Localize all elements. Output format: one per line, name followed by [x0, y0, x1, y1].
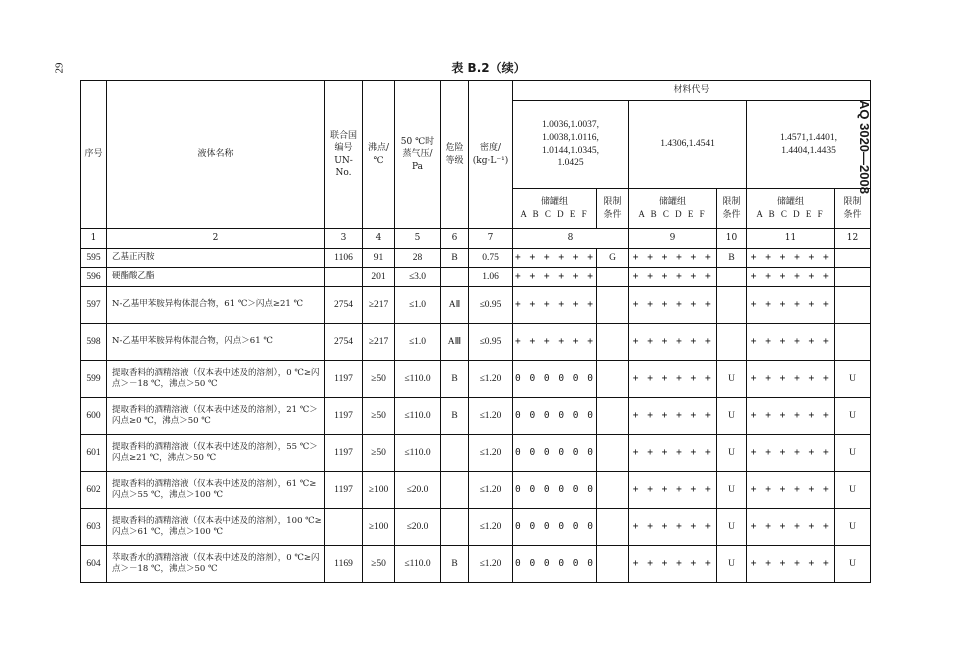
header-un-no-line1: 联合国编号: [329, 131, 357, 154]
row-restriction-2: U: [717, 509, 747, 546]
standard-code: AQ 3020—2008: [857, 100, 872, 194]
row-un-no: 1197: [325, 472, 363, 509]
col-num: 4: [363, 229, 395, 249]
row-seq: 595: [81, 249, 107, 268]
col-num: 7: [469, 229, 513, 249]
row-liquid-name: 萃取香水的酒精溶液（仅本表中述及的溶剂），0 ℃≥闪点＞－18 ℃，沸点＞50 ℃: [107, 546, 325, 583]
row-hazard-class: [441, 509, 469, 546]
row-density: ≤1.20: [469, 546, 513, 583]
row-hazard-class: [441, 268, 469, 287]
row-tank-group-1: 0 0 0 0 0 0: [513, 472, 597, 509]
row-tank-group-2: + + + + + +: [629, 361, 717, 398]
row-tank-group-3: + + + + + +: [747, 268, 835, 287]
header-restriction-3: [835, 189, 871, 229]
col-num: 6: [441, 229, 469, 249]
row-hazard-class: B: [441, 361, 469, 398]
row-restriction-1: [597, 472, 629, 509]
row-vapor-pressure: 28: [395, 249, 441, 268]
row-restriction-1: G: [597, 249, 629, 268]
row-density: ≤0.95: [469, 287, 513, 324]
row-density: ≤1.20: [469, 509, 513, 546]
header-bp-line2: ℃: [373, 155, 384, 166]
table-title: 表 B.2（续）: [451, 61, 526, 75]
restrict-line2: 条件: [843, 209, 862, 220]
row-restriction-2: U: [717, 472, 747, 509]
row-restriction-3: [835, 287, 871, 324]
page-number: 29: [53, 62, 66, 74]
row-tank-group-2: + + + + + +: [629, 324, 717, 361]
row-seq: 600: [81, 398, 107, 435]
row-tank-group-2: + + + + + +: [629, 546, 717, 583]
row-restriction-3: U: [835, 546, 871, 583]
row-vapor-pressure: ≤20.0: [395, 472, 441, 509]
row-un-no: 1197: [325, 435, 363, 472]
row-seq: 597: [81, 287, 107, 324]
col-num: 9: [629, 229, 717, 249]
row-restriction-1: [597, 361, 629, 398]
row-liquid-name: 提取香料的酒精溶液（仅本表中述及的溶剂），61 ℃≥闪点＞55 ℃，沸点＞100 ℃: [107, 472, 325, 509]
row-vapor-pressure: ≤1.0: [395, 324, 441, 361]
header-material-group-3: [747, 101, 871, 189]
col-num: 8: [513, 229, 629, 249]
header-density: [469, 81, 513, 229]
mat1-line1: 1.0036,1.0037,: [542, 119, 599, 130]
header-vapor-pressure: [395, 81, 441, 229]
row-hazard-class: B: [441, 546, 469, 583]
table-row: [81, 249, 871, 268]
row-seq: 596: [81, 268, 107, 287]
header-material-group-2: 1.4306,1.4541: [629, 101, 747, 189]
row-vapor-pressure: ≤110.0: [395, 435, 441, 472]
tank-letters: A B C D E F: [520, 209, 589, 219]
row-vapor-pressure: ≤110.0: [395, 398, 441, 435]
header-restriction-2: [717, 189, 747, 229]
row-density: ≤1.20: [469, 472, 513, 509]
row-tank-group-2: + + + + + +: [629, 509, 717, 546]
col-num: 10: [717, 229, 747, 249]
table-row: [81, 268, 871, 287]
row-tank-group-1: + + + + + +: [513, 268, 597, 287]
col-num: 2: [107, 229, 325, 249]
header-un-no: [325, 81, 363, 229]
row-boiling-point: ≥50: [363, 361, 395, 398]
col-num: 3: [325, 229, 363, 249]
header-material-code: 材料代号: [513, 81, 871, 101]
row-un-no: 1197: [325, 398, 363, 435]
header-material-group-1: [513, 101, 629, 189]
row-vapor-pressure: ≤1.0: [395, 287, 441, 324]
row-vapor-pressure: ≤110.0: [395, 361, 441, 398]
row-restriction-3: [835, 324, 871, 361]
row-un-no: [325, 268, 363, 287]
row-boiling-point: 91: [363, 249, 395, 268]
row-density: 0.75: [469, 249, 513, 268]
row-tank-group-1: 0 0 0 0 0 0: [513, 546, 597, 583]
row-density: 1.06: [469, 268, 513, 287]
row-boiling-point: ≥50: [363, 435, 395, 472]
row-density: ≤1.20: [469, 398, 513, 435]
row-liquid-name: N-乙基甲苯胺异构体混合物，61 ℃＞闪点≥21 ℃: [107, 287, 325, 324]
restrict-line1: 限制: [722, 197, 741, 208]
row-tank-group-2: + + + + + +: [629, 268, 717, 287]
mat1-line3: 1.0144,1.0345,: [542, 145, 599, 156]
row-tank-group-3: + + + + + +: [747, 472, 835, 509]
row-tank-group-3: + + + + + +: [747, 546, 835, 583]
row-restriction-1: [597, 324, 629, 361]
row-tank-group-2: + + + + + +: [629, 249, 717, 268]
table-row: [81, 361, 871, 398]
row-hazard-class: [441, 472, 469, 509]
row-restriction-1: [597, 398, 629, 435]
row-restriction-2: B: [717, 249, 747, 268]
column-number-row: [81, 229, 871, 249]
row-tank-group-3: + + + + + +: [747, 435, 835, 472]
row-restriction-3: U: [835, 361, 871, 398]
row-un-no: 1197: [325, 361, 363, 398]
row-restriction-3: U: [835, 472, 871, 509]
row-tank-group-3: + + + + + +: [747, 509, 835, 546]
mat3-line2: 1.4404,1.4435: [781, 145, 836, 156]
table-row: [81, 398, 871, 435]
header-vp-line3: Pa: [411, 161, 424, 172]
row-restriction-3: U: [835, 509, 871, 546]
row-boiling-point: ≥50: [363, 546, 395, 583]
tank-group-label: 储罐组: [540, 196, 568, 207]
row-liquid-name: 提取香料的酒精溶液（仅本表中述及的溶剂），0 ℃≥闪点＞－18 ℃，沸点＞50 ℃: [107, 361, 325, 398]
col-num: 5: [395, 229, 441, 249]
header-hazard-line2: 等级: [445, 155, 464, 166]
tank-letters: A B C D E F: [638, 209, 707, 219]
row-tank-group-3: + + + + + +: [747, 361, 835, 398]
tank-group-label: 储罐组: [776, 196, 804, 207]
row-vapor-pressure: ≤110.0: [395, 546, 441, 583]
header-density-line1: 密度/: [479, 143, 502, 154]
row-boiling-point: ≥217: [363, 324, 395, 361]
table-row: [81, 472, 871, 509]
col-num: 11: [747, 229, 835, 249]
row-tank-group-1: 0 0 0 0 0 0: [513, 398, 597, 435]
row-hazard-class: B: [441, 398, 469, 435]
header-tank-group-2: [629, 189, 717, 229]
tank-group-label: 储罐组: [658, 196, 686, 207]
row-seq: 599: [81, 361, 107, 398]
header-restriction-1: [597, 189, 629, 229]
row-tank-group-3: + + + + + +: [747, 398, 835, 435]
row-hazard-class: AⅡ: [441, 287, 469, 324]
row-restriction-1: [597, 509, 629, 546]
row-seq: 601: [81, 435, 107, 472]
row-restriction-2: [717, 268, 747, 287]
header-liquid-name: 液体名称: [107, 81, 325, 229]
row-tank-group-2: + + + + + +: [629, 287, 717, 324]
row-restriction-2: [717, 324, 747, 361]
header-vp-line1: 50 ℃时: [400, 137, 435, 148]
row-boiling-point: 201: [363, 268, 395, 287]
header-boiling-point: [363, 81, 395, 229]
table-row: [81, 324, 871, 361]
row-un-no: 2754: [325, 324, 363, 361]
row-liquid-name: N-乙基甲苯胺异构体混合物，闪点＞61 ℃: [107, 324, 325, 361]
row-tank-group-1: 0 0 0 0 0 0: [513, 435, 597, 472]
restrict-line1: 限制: [603, 197, 622, 208]
row-restriction-2: [717, 287, 747, 324]
row-hazard-class: [441, 435, 469, 472]
row-tank-group-3: + + + + + +: [747, 249, 835, 268]
row-liquid-name: 提取香料的酒精溶液（仅本表中述及的溶剂），55 ℃＞闪点≥21 ℃，沸点＞50 ℃: [107, 435, 325, 472]
row-liquid-name: 硬酯酸乙酯: [107, 268, 325, 287]
row-restriction-2: U: [717, 398, 747, 435]
restrict-line2: 条件: [603, 209, 622, 220]
restrict-line1: 限制: [843, 197, 862, 208]
row-un-no: 1106: [325, 249, 363, 268]
header-vp-line2: 蒸气压/: [402, 149, 433, 160]
row-restriction-1: [597, 268, 629, 287]
header-bp-line1: 沸点/: [367, 143, 390, 154]
header-tank-group-3: [747, 189, 835, 229]
row-density: ≤1.20: [469, 435, 513, 472]
row-seq: 604: [81, 546, 107, 583]
row-boiling-point: ≥217: [363, 287, 395, 324]
header-hazard-class: [441, 81, 469, 229]
row-boiling-point: ≥100: [363, 509, 395, 546]
row-boiling-point: ≥50: [363, 398, 395, 435]
col-num: 12: [835, 229, 871, 249]
row-restriction-2: U: [717, 361, 747, 398]
row-restriction-3: [835, 249, 871, 268]
table-row: [81, 509, 871, 546]
header-un-no-line2: UN-No.: [334, 155, 353, 178]
row-vapor-pressure: ≤20.0: [395, 509, 441, 546]
row-tank-group-1: 0 0 0 0 0 0: [513, 509, 597, 546]
chemical-table: [80, 80, 871, 583]
row-density: ≤1.20: [469, 361, 513, 398]
mat1-line2: 1.0038,1.0116,: [542, 132, 599, 143]
row-restriction-2: U: [717, 435, 747, 472]
row-boiling-point: ≥100: [363, 472, 395, 509]
row-un-no: 1169: [325, 546, 363, 583]
row-tank-group-2: + + + + + +: [629, 435, 717, 472]
row-tank-group-2: + + + + + +: [629, 472, 717, 509]
header-density-line2: (kg·L⁻¹): [472, 155, 509, 166]
table-row: [81, 287, 871, 324]
row-seq: 602: [81, 472, 107, 509]
header-seq: 序号: [81, 81, 107, 229]
tank-letters: A B C D E F: [756, 209, 825, 219]
row-tank-group-1: + + + + + +: [513, 287, 597, 324]
row-hazard-class: AⅢ: [441, 324, 469, 361]
row-un-no: 2754: [325, 287, 363, 324]
row-liquid-name: 提取香料的酒精溶液（仅本表中述及的溶剂），100 ℃≥闪点＞61 ℃，沸点＞100 ℃: [107, 509, 325, 546]
mat1-line4: 1.0425: [557, 158, 584, 169]
row-un-no: [325, 509, 363, 546]
mat3-line1: 1.4571,1.4401,: [780, 132, 838, 143]
row-restriction-1: [597, 287, 629, 324]
row-restriction-1: [597, 546, 629, 583]
row-tank-group-1: 0 0 0 0 0 0: [513, 361, 597, 398]
row-tank-group-1: + + + + + +: [513, 324, 597, 361]
row-tank-group-3: + + + + + +: [747, 324, 835, 361]
row-density: ≤0.95: [469, 324, 513, 361]
row-seq: 603: [81, 509, 107, 546]
row-restriction-3: [835, 268, 871, 287]
row-restriction-3: U: [835, 435, 871, 472]
row-tank-group-2: + + + + + +: [629, 398, 717, 435]
row-restriction-3: U: [835, 398, 871, 435]
row-liquid-name: 乙基正丙胺: [107, 249, 325, 268]
row-liquid-name: 提取香料的酒精溶液（仅本表中述及的溶剂），21 ℃＞闪点≥0 ℃，沸点＞50 ℃: [107, 398, 325, 435]
header-hazard-line1: 危险: [445, 143, 464, 154]
row-restriction-1: [597, 435, 629, 472]
row-hazard-class: B: [441, 249, 469, 268]
row-tank-group-3: + + + + + +: [747, 287, 835, 324]
col-num: 1: [81, 229, 107, 249]
row-restriction-2: U: [717, 546, 747, 583]
row-vapor-pressure: ≤3.0: [395, 268, 441, 287]
table-row: [81, 546, 871, 583]
row-tank-group-1: + + + + + +: [513, 249, 597, 268]
table-row: [81, 435, 871, 472]
row-seq: 598: [81, 324, 107, 361]
header-tank-group-1: [513, 189, 597, 229]
restrict-line2: 条件: [722, 209, 741, 220]
